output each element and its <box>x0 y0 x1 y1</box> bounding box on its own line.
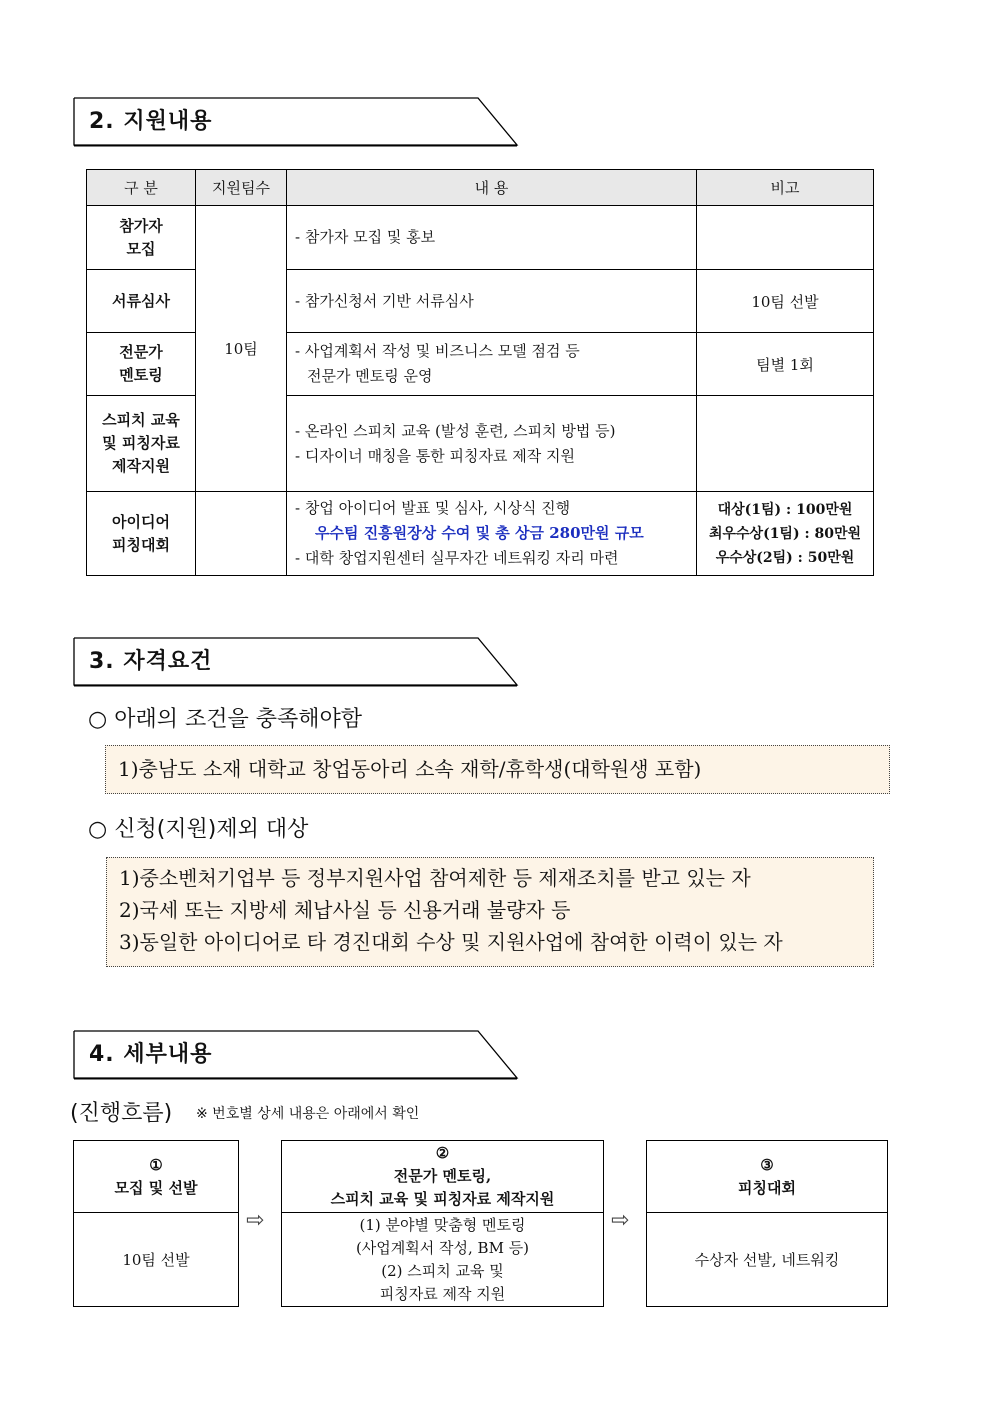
content-line: - 디자이너 매칭을 통한 피칭자료 제작 지원 <box>295 446 576 465</box>
category-line: 스피치 교육 <box>102 411 180 429</box>
row-note: 10팀 선발 <box>697 270 874 333</box>
step-title: 모집 및 선발 <box>114 1178 198 1197</box>
arrow-right-icon: ⇨ <box>611 1208 630 1233</box>
flow-step-3 <box>646 1140 888 1307</box>
prize-line: 우수상(2팀) : 50만원 <box>715 549 855 566</box>
category-line: 제작지원 <box>112 457 170 475</box>
category-line: 전문가 <box>119 343 163 361</box>
step-body <box>647 1213 887 1306</box>
section-3-title: 3. 자격요건 <box>89 649 213 674</box>
prize-line: 대상(1팀) : 100만원 <box>717 501 853 518</box>
conditions-box <box>105 745 890 794</box>
exclusion-line: 1)중소벤처기업부 등 정부지원사업 참여제한 등 제재조치를 받고 있는 자 <box>119 866 751 890</box>
step-number: ③ <box>760 1155 774 1174</box>
prize-line: 최우수상(1팀) : 80만원 <box>708 525 862 542</box>
step-title: 전문가 멘토링, <box>393 1167 492 1185</box>
step-header <box>647 1141 887 1213</box>
step-body-line: 10팀 선발 <box>122 1250 190 1269</box>
content-line: 전문가 멘토링 운영 <box>307 367 433 385</box>
step-title: 피칭대회 <box>738 1178 796 1197</box>
content-line: - 대학 창업지원센터 실무자간 네트워킹 자리 마련 <box>295 549 619 567</box>
step-number: ② <box>435 1144 450 1162</box>
category-line: 참가자 <box>119 216 163 235</box>
step-body-line: (1) 분야별 맞춤형 멘토링 <box>359 1215 526 1234</box>
category-line: 모집 <box>126 239 156 258</box>
flow-note: ※ 번호별 상세 내용은 아래에서 확인 <box>196 1106 420 1122</box>
team-count-empty <box>196 492 287 576</box>
bullet-conditions: ○ 아래의 조건을 충족해야함 <box>88 707 362 732</box>
content-line: - 참가자 모집 및 홍보 <box>295 228 436 246</box>
flow-title: (진행흐름) <box>70 1101 173 1126</box>
support-table <box>86 169 874 576</box>
row-content <box>287 270 697 333</box>
category-line: 서류심사 <box>112 291 170 310</box>
header-note: 비고 <box>697 170 874 206</box>
highlight-line: 우수팀 진흥원장상 수여 및 총 상금 280만원 규모 <box>315 524 644 542</box>
step-header <box>282 1141 603 1213</box>
row-note: 팀별 1회 <box>697 333 874 396</box>
team-count-cell <box>196 206 287 492</box>
table-row <box>87 492 874 576</box>
header-category: 구 분 <box>87 170 196 206</box>
exclusion-line: 3)동일한 아이디어로 타 경진대회 수상 및 지원사업에 참여한 이력이 있는 자 <box>119 930 783 954</box>
row-content <box>287 206 697 270</box>
step-body-line: (2) 스피치 교육 및 <box>381 1261 504 1280</box>
header-team-count: 지원팀수 <box>196 170 287 206</box>
step-body-line: 수상자 선발, 네트워킹 <box>694 1250 840 1269</box>
step-body <box>282 1213 603 1306</box>
category-line: 아이디어 <box>112 512 170 531</box>
row-category <box>87 270 196 333</box>
step-body-line: (사업계획서 작성, BM 등) <box>355 1238 530 1257</box>
exclusions-box <box>106 857 874 967</box>
exclusion-line: 2)국세 또는 지방세 체납사실 등 신용거래 불량자 등 <box>119 898 571 922</box>
step-body-line: 피칭자료 제작 지원 <box>379 1284 506 1303</box>
row-note <box>697 206 874 270</box>
row-content <box>287 333 697 396</box>
section-2-title: 2. 지원내용 <box>89 109 213 134</box>
bullet-exclusions: ○ 신청(지원)제외 대상 <box>88 817 309 842</box>
flow-step-1 <box>73 1140 239 1307</box>
content-line: - 사업계획서 작성 및 비즈니스 모델 점검 등 <box>295 342 580 360</box>
arrow-right-icon: ⇨ <box>246 1208 265 1233</box>
flow-step-2 <box>281 1140 604 1307</box>
category-line: 및 피칭자료 <box>102 434 180 452</box>
section-4-title: 4. 세부내용 <box>89 1042 213 1067</box>
section-4-header <box>73 1029 518 1079</box>
step-header <box>74 1141 238 1213</box>
content-line: - 창업 아이디어 발표 및 심사, 시상식 진행 <box>295 499 571 517</box>
section-2-header <box>73 96 518 146</box>
row-content <box>287 396 697 492</box>
category-line: 멘토링 <box>119 366 163 384</box>
section-3-header <box>73 636 518 686</box>
table-row <box>87 206 874 270</box>
content-line: - 온라인 스피치 교육 (발성 훈련, 스피치 방법 등) <box>295 421 616 440</box>
step-body <box>74 1213 238 1306</box>
team-count: 10팀 <box>224 340 258 358</box>
row-note <box>697 492 874 576</box>
condition-line: 1)충남도 소재 대학교 창업동아리 소속 재학/휴학생(대학원생 포함) <box>118 757 702 781</box>
row-category <box>87 206 196 270</box>
header-content: 내 용 <box>287 170 697 206</box>
row-category <box>87 492 196 576</box>
row-category <box>87 333 196 396</box>
step-title: 스피치 교육 및 피칭자료 제작지원 <box>330 1190 555 1208</box>
step-number: ① <box>149 1155 163 1174</box>
content-line: - 참가신청서 기반 서류심사 <box>295 291 474 310</box>
table-header-row <box>87 170 874 206</box>
row-note <box>697 396 874 492</box>
category-line: 피칭대회 <box>112 535 170 554</box>
row-category <box>87 396 196 492</box>
row-content <box>287 492 697 576</box>
